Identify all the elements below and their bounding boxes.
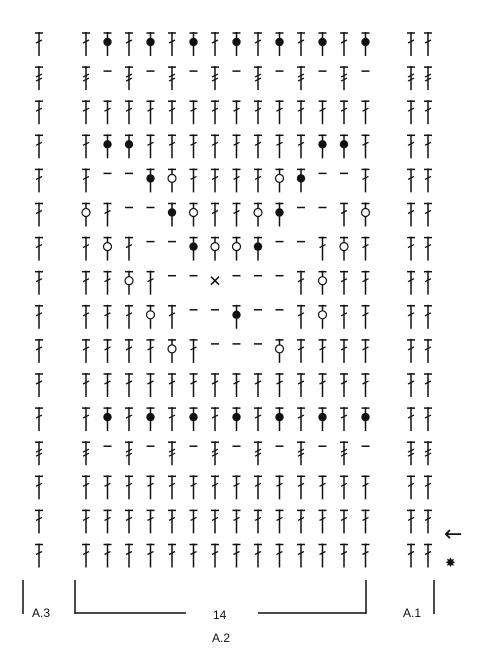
treble-symbol: [254, 134, 262, 158]
treble-symbol: [319, 100, 327, 124]
treble-symbol: [276, 100, 284, 124]
treble-symbol: [276, 475, 284, 499]
treble-symbol: [82, 373, 90, 397]
treble-symbol: [362, 134, 370, 158]
cluster-treble-symbol: [211, 66, 219, 90]
treble-symbol: [35, 100, 43, 124]
treble-symbol: [362, 100, 370, 124]
treble-symbol: [82, 100, 90, 124]
treble-symbol: [147, 339, 155, 363]
filled-dot-treble-symbol: [232, 305, 240, 329]
filled-dot-treble-symbol: [297, 168, 305, 192]
treble-symbol: [233, 475, 241, 499]
filled-dot-treble-symbol: [254, 237, 262, 261]
treble-symbol: [319, 475, 327, 499]
treble-symbol: [254, 373, 262, 397]
treble-symbol: [233, 203, 241, 227]
treble-symbol: [424, 32, 432, 56]
treble-symbol: [82, 544, 90, 568]
label-a3: A.3: [32, 606, 51, 620]
treble-symbol: [407, 168, 415, 192]
treble-symbol: [254, 100, 262, 124]
treble-symbol: [276, 134, 284, 158]
treble-symbol: [362, 475, 370, 499]
treble-symbol: [190, 134, 198, 158]
cluster-treble-symbol: [211, 441, 219, 465]
treble-symbol: [168, 32, 176, 56]
filled-dot-treble-symbol: [232, 407, 240, 431]
treble-symbol: [319, 237, 327, 261]
filled-dot-treble-symbol: [318, 407, 326, 431]
treble-symbol: [211, 100, 219, 124]
treble-symbol: [424, 339, 432, 363]
treble-symbol: [147, 134, 155, 158]
treble-symbol: [407, 544, 415, 568]
treble-symbol: [233, 100, 241, 124]
treble-symbol: [407, 339, 415, 363]
treble-symbol: [297, 509, 305, 533]
treble-symbol: [297, 475, 305, 499]
treble-symbol: [35, 237, 43, 261]
treble-symbol: [168, 509, 176, 533]
open-dot-treble-symbol: [276, 168, 284, 192]
treble-symbol: [424, 237, 432, 261]
treble-symbol: [362, 168, 370, 192]
treble-symbol: [125, 509, 133, 533]
cluster-treble-symbol: [125, 441, 133, 465]
treble-symbol: [424, 373, 432, 397]
cluster-treble-symbol: [254, 66, 262, 90]
open-dot-treble-symbol: [319, 305, 327, 329]
filled-dot-treble-symbol: [146, 32, 154, 56]
treble-symbol: [233, 373, 241, 397]
treble-symbol: [407, 203, 415, 227]
filled-dot-treble-symbol: [340, 134, 348, 158]
treble-symbol: [35, 407, 43, 431]
row-arrow-marker: ←: [444, 522, 463, 547]
treble-symbol: [147, 544, 155, 568]
treble-symbol: [35, 509, 43, 533]
open-dot-treble-symbol: [319, 271, 327, 295]
treble-symbol: [211, 475, 219, 499]
treble-symbol: [104, 203, 112, 227]
open-dot-treble-symbol: [340, 237, 348, 261]
cluster-treble-symbol: [35, 441, 43, 465]
start-star-marker: ✸: [445, 556, 456, 571]
treble-symbol: [125, 544, 133, 568]
filled-dot-treble-symbol: [168, 203, 176, 227]
treble-symbol: [407, 100, 415, 124]
treble-symbol: [35, 475, 43, 499]
cluster-treble-symbol: [340, 66, 348, 90]
treble-symbol: [82, 475, 90, 499]
treble-symbol: [168, 544, 176, 568]
cluster-treble-symbol: [82, 441, 90, 465]
open-dot-treble-symbol: [276, 339, 284, 363]
treble-symbol: [407, 475, 415, 499]
treble-symbol: [362, 373, 370, 397]
treble-symbol: [104, 305, 112, 329]
treble-symbol: [168, 373, 176, 397]
cluster-treble-symbol: [297, 441, 305, 465]
treble-symbol: [147, 271, 155, 295]
treble-symbol: [407, 32, 415, 56]
label-a1: A.1: [403, 606, 422, 620]
treble-symbol: [254, 168, 262, 192]
treble-symbol: [297, 373, 305, 397]
filled-dot-treble-symbol: [275, 203, 283, 227]
treble-symbol: [35, 271, 43, 295]
treble-symbol: [190, 544, 198, 568]
treble-symbol: [35, 373, 43, 397]
cluster-treble-symbol: [424, 66, 432, 90]
treble-symbol: [190, 373, 198, 397]
cluster-treble-symbol: [168, 66, 176, 90]
treble-symbol: [297, 339, 305, 363]
cluster-treble-symbol: [407, 441, 415, 465]
treble-symbol: [297, 134, 305, 158]
treble-symbol: [407, 305, 415, 329]
treble-symbol: [340, 271, 348, 295]
open-dot-treble-symbol: [362, 203, 370, 227]
treble-symbol: [276, 373, 284, 397]
treble-symbol: [254, 475, 262, 499]
filled-dot-treble-symbol: [275, 32, 283, 56]
treble-symbol: [211, 134, 219, 158]
treble-symbol: [340, 203, 348, 227]
cluster-treble-symbol: [82, 66, 90, 90]
treble-symbol: [35, 339, 43, 363]
treble-symbol: [190, 509, 198, 533]
treble-symbol: [340, 509, 348, 533]
treble-symbol: [104, 271, 112, 295]
treble-symbol: [407, 407, 415, 431]
treble-symbol: [254, 407, 262, 431]
treble-symbol: [82, 407, 90, 431]
treble-symbol: [168, 100, 176, 124]
treble-symbol: [104, 373, 112, 397]
treble-symbol: [104, 475, 112, 499]
treble-symbol: [297, 407, 305, 431]
treble-symbol: [82, 271, 90, 295]
treble-symbol: [424, 168, 432, 192]
cluster-treble-symbol: [35, 66, 43, 90]
treble-symbol: [104, 339, 112, 363]
filled-dot-treble-symbol: [189, 32, 197, 56]
treble-symbol: [147, 509, 155, 533]
treble-symbol: [35, 32, 43, 56]
treble-symbol: [147, 475, 155, 499]
treble-symbol: [424, 134, 432, 158]
cluster-treble-symbol: [407, 66, 415, 90]
treble-symbol: [125, 32, 133, 56]
treble-symbol: [35, 203, 43, 227]
cluster-treble-symbol: [125, 66, 133, 90]
treble-symbol: [125, 373, 133, 397]
treble-symbol: [407, 237, 415, 261]
treble-symbol: [82, 509, 90, 533]
treble-symbol: [297, 271, 305, 295]
treble-symbol: [254, 32, 262, 56]
treble-symbol: [211, 32, 219, 56]
treble-symbol: [35, 305, 43, 329]
treble-symbol: [319, 373, 327, 397]
treble-symbol: [168, 134, 176, 158]
treble-symbol: [297, 305, 305, 329]
treble-symbol: [340, 339, 348, 363]
treble-symbol: [407, 134, 415, 158]
treble-symbol: [340, 32, 348, 56]
treble-symbol: [190, 100, 198, 124]
treble-symbol: [35, 168, 43, 192]
treble-symbol: [211, 509, 219, 533]
treble-symbol: [340, 544, 348, 568]
filled-dot-treble-symbol: [103, 134, 111, 158]
treble-symbol: [424, 475, 432, 499]
open-dot-treble-symbol: [104, 237, 112, 261]
treble-symbol: [82, 134, 90, 158]
treble-symbol: [319, 544, 327, 568]
treble-symbol: [424, 100, 432, 124]
treble-symbol: [424, 305, 432, 329]
filled-dot-treble-symbol: [125, 134, 133, 158]
treble-symbol: [362, 237, 370, 261]
cluster-treble-symbol: [297, 66, 305, 90]
treble-symbol: [276, 544, 284, 568]
treble-symbol: [168, 407, 176, 431]
treble-symbol: [125, 237, 133, 261]
treble-symbol: [424, 271, 432, 295]
treble-symbol: [297, 32, 305, 56]
treble-symbol: [233, 134, 241, 158]
filled-dot-treble-symbol: [361, 407, 369, 431]
treble-symbol: [211, 407, 219, 431]
open-dot-treble-symbol: [254, 203, 262, 227]
filled-dot-treble-symbol: [189, 237, 197, 261]
filled-dot-treble-symbol: [146, 168, 154, 192]
treble-symbol: [362, 339, 370, 363]
treble-symbol: [254, 509, 262, 533]
open-dot-treble-symbol: [233, 237, 241, 261]
treble-symbol: [125, 475, 133, 499]
treble-symbol: [82, 339, 90, 363]
filled-dot-treble-symbol: [318, 134, 326, 158]
filled-dot-treble-symbol: [275, 407, 283, 431]
open-dot-treble-symbol: [82, 203, 90, 227]
treble-symbol: [125, 100, 133, 124]
treble-symbol: [82, 305, 90, 329]
open-dot-treble-symbol: [125, 271, 133, 295]
open-dot-treble-symbol: [211, 237, 219, 261]
treble-symbol: [125, 407, 133, 431]
treble-symbol: [340, 373, 348, 397]
treble-symbol: [190, 168, 198, 192]
treble-symbol: [104, 544, 112, 568]
treble-symbol: [407, 271, 415, 295]
treble-symbol: [362, 509, 370, 533]
filled-dot-treble-symbol: [146, 407, 154, 431]
open-dot-treble-symbol: [147, 305, 155, 329]
filled-dot-treble-symbol: [361, 32, 369, 56]
treble-symbol: [424, 203, 432, 227]
treble-symbol: [340, 100, 348, 124]
treble-symbol: [407, 509, 415, 533]
treble-symbol: [190, 339, 198, 363]
filled-dot-treble-symbol: [318, 32, 326, 56]
treble-symbol: [276, 509, 284, 533]
filled-dot-treble-symbol: [232, 32, 240, 56]
treble-symbol: [211, 168, 219, 192]
treble-symbol: [125, 339, 133, 363]
treble-symbol: [407, 373, 415, 397]
treble-symbol: [319, 339, 327, 363]
treble-symbol: [82, 32, 90, 56]
treble-symbol: [297, 544, 305, 568]
open-dot-treble-symbol: [168, 168, 176, 192]
treble-symbol: [82, 237, 90, 261]
treble-symbol: [340, 407, 348, 431]
cluster-treble-symbol: [340, 441, 348, 465]
treble-symbol: [147, 373, 155, 397]
treble-symbol: [35, 544, 43, 568]
treble-symbol: [233, 544, 241, 568]
cluster-treble-symbol: [254, 441, 262, 465]
cross-symbol: [211, 277, 219, 285]
treble-symbol: [297, 100, 305, 124]
treble-symbol: [362, 305, 370, 329]
treble-symbol: [233, 509, 241, 533]
treble-symbol: [168, 305, 176, 329]
treble-symbol: [254, 544, 262, 568]
treble-symbol: [125, 305, 133, 329]
cluster-treble-symbol: [424, 441, 432, 465]
open-dot-treble-symbol: [190, 203, 198, 227]
label-repeat-count: 14: [213, 608, 227, 622]
open-dot-treble-symbol: [168, 339, 176, 363]
treble-symbol: [82, 168, 90, 192]
treble-symbol: [104, 509, 112, 533]
treble-symbol: [424, 509, 432, 533]
treble-symbol: [190, 475, 198, 499]
treble-symbol: [340, 305, 348, 329]
treble-symbol: [362, 544, 370, 568]
treble-symbol: [424, 407, 432, 431]
treble-symbol: [211, 544, 219, 568]
treble-symbol: [35, 134, 43, 158]
treble-symbol: [211, 203, 219, 227]
label-a2: A.2: [212, 631, 231, 645]
treble-symbol: [424, 544, 432, 568]
treble-symbol: [362, 271, 370, 295]
filled-dot-treble-symbol: [103, 407, 111, 431]
filled-dot-treble-symbol: [189, 407, 197, 431]
treble-symbol: [104, 100, 112, 124]
treble-symbol: [233, 168, 241, 192]
treble-symbol: [147, 100, 155, 124]
cluster-treble-symbol: [168, 441, 176, 465]
filled-dot-treble-symbol: [103, 32, 111, 56]
treble-symbol: [319, 509, 327, 533]
treble-symbol: [211, 373, 219, 397]
treble-symbol: [168, 475, 176, 499]
treble-symbol: [340, 475, 348, 499]
